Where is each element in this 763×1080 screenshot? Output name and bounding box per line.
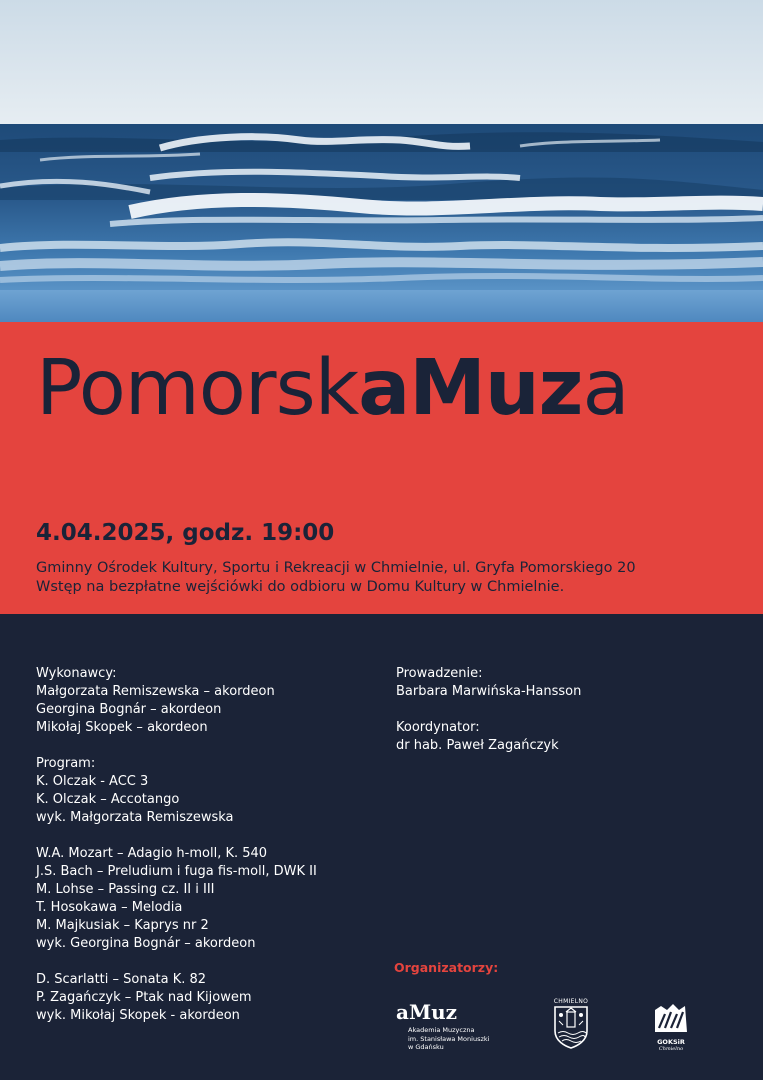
program-column xyxy=(36,665,317,1025)
host-label: Prowadzenie: xyxy=(396,666,483,681)
amuz-line: Akademia Muzyczna xyxy=(408,1026,475,1034)
amuz-line: w Gdańsku xyxy=(408,1043,444,1051)
program-item: D. Scarlatti – Sonata K. 82 xyxy=(36,972,207,987)
goksir-label: GOKSiR xyxy=(657,1038,685,1046)
program-item: T. Hosokawa – Melodia xyxy=(36,900,183,915)
event-title xyxy=(36,344,629,433)
amuz-subtitle xyxy=(408,1026,489,1052)
goksir-icon xyxy=(651,1002,691,1036)
host-name: Barbara Marwińska-Hansson xyxy=(396,684,582,699)
event-details xyxy=(36,559,636,597)
amuz-line: im. Stanisława Moniuszki xyxy=(408,1034,490,1043)
program-item: J.S. Bach – Preludium i fuga fis-moll, DWK II xyxy=(36,864,317,879)
program-item: wyk. Mikołaj Skopek - akordeon xyxy=(36,1008,240,1023)
performer-item: Mikołaj Skopek – akordeon xyxy=(36,720,208,735)
spacer xyxy=(36,737,317,755)
program-item: wyk. Małgorzata Remiszewska xyxy=(36,810,234,825)
organizers-label: Organizatorzy: xyxy=(394,960,499,975)
header-band xyxy=(0,322,763,614)
spacer xyxy=(36,827,317,845)
coordinator-name: dr hab. Paweł Zagańczyk xyxy=(396,738,559,753)
program-item: K. Olczak – Accotango xyxy=(36,792,180,807)
program-label: Program: xyxy=(36,756,96,771)
program-item: M. Lohse – Passing cz. II i III xyxy=(36,882,215,897)
title-part-1: Pomorsk xyxy=(36,344,359,433)
title-part-2: aMuz xyxy=(358,344,583,433)
title-part-3: a xyxy=(582,344,629,433)
crest-icon xyxy=(553,1005,589,1049)
chmielno-crest-logo xyxy=(553,998,589,1050)
program-item: wyk. Georgina Bognár – akordeon xyxy=(36,936,256,951)
program-item: M. Majkusiak – Kaprys nr 2 xyxy=(36,918,209,933)
sea-waves-image xyxy=(0,0,763,322)
program-section xyxy=(0,614,763,1080)
sea-photo xyxy=(0,0,763,322)
program-item: P. Zagańczyk – Ptak nad Kijowem xyxy=(36,990,252,1005)
performer-item: Małgorzata Remiszewska – akordeon xyxy=(36,684,275,699)
venue-line: Gminny Ośrodek Kultury, Sportu i Rekreacji w Chmielnie, ul. Gryfa Pomorskiego 20 xyxy=(36,560,636,576)
goksir-sublabel: Chmielno xyxy=(658,1046,684,1052)
spacer xyxy=(396,701,581,719)
program-item: W.A. Mozart – Adagio h-moll, K. 540 xyxy=(36,846,268,861)
admission-line: Wstęp na bezpłatne wejściówki do odbioru w Domu Kultury w Chmielnie. xyxy=(36,579,565,595)
coordinator-label: Koordynator: xyxy=(396,720,480,735)
crest-label: CHMIELNO xyxy=(553,998,589,1005)
amuz-logo xyxy=(396,1002,489,1052)
program-item: K. Olczak - ACC 3 xyxy=(36,774,149,789)
performers-label: Wykonawcy: xyxy=(36,666,117,681)
spacer xyxy=(36,953,317,971)
performer-item: Georgina Bognár – akordeon xyxy=(36,702,222,717)
event-date: 4.04.2025, godz. 19:00 xyxy=(36,520,335,546)
credits-column xyxy=(396,665,581,755)
goksir-logo xyxy=(651,1002,691,1050)
amuz-wordmark: aMuz xyxy=(396,1000,457,1024)
